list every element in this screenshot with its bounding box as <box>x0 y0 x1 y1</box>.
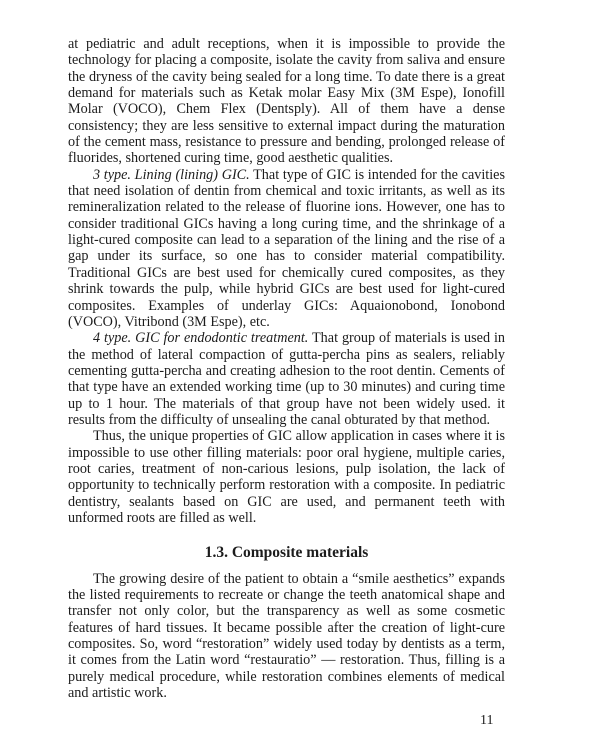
paragraph-body: That type of GIC is intended for the cavities that need isolation of dentin from chemical and toxic irritants, as well as its remineralization related to the release of fluorine ions. However, one has to consider traditional GICs having a long curing time, and the shrinkage of a light-cured composite can lead to a separation of the lining and the rise of a gap under its surface, so one has to consider material compatibility. Traditional GICs are best used for chemically cured composites, as they shrink towards the pulp, while hybrid GICs are best used for light-cured composites. Examples of underlay GICs: Aquaionobond, Ionobond (VOCO), Vitribond (3M Espe), etc. <box>68 166 505 330</box>
document-page <box>68 36 505 701</box>
section-heading: 1.3. Composite materials <box>204 544 369 562</box>
paragraph-endodontic-gic <box>68 330 505 428</box>
paragraph-body: That group of materials is used in the method of lateral compaction of gutta-percha pins as sealers, reliably cementing gutta-percha and creating adhesion to the root dentin. Cements of that type have an extended working time (up to 30 minutes) and curing time up to 1 hour. The materials of that group have not been widely used. it results from the difficulty of unsealing the canal obturated by that method. <box>68 330 505 428</box>
paragraph-lead-italic: 4 type. GIC for endodontic treatment. <box>93 330 309 347</box>
page-number: 11 <box>480 713 494 728</box>
paragraph-continuation: at pediatric and adult receptions, when it is impossible to provide the technology for placing a composite, isolate the cavity from saliva and ensure the dryness of the cavity being sealed for a long time. To date there is a great demand for materials such as Ketak molar Easy Mix (3M Espe), Ionofill Molar (VOCO), Chem Flex (Dentsply). All of them have a dense consistency; they are less sensitive to external impact during the maturation of the cement mass, resistance to pressure and bending, prolonged release of fluorides, shortened curing time, good aesthetic qualities. <box>68 36 505 167</box>
paragraph-composite-intro: The growing desire of the patient to obtain a “smile aesthetics” expands the listed requirements to recreate or change the teeth anatomical shape and transfer not only color, but the transparency as well as some cosmetic features of hard tissues. It became possible after the creation of light-cure composites. So, word “restoration” widely used today by dentists as a term, it comes from the Latin word “restauratio” — restoration. Thus, filling is a purely medical procedure, while restoration combines elements of medical and artistic work. <box>68 570 505 702</box>
paragraph-lead-italic: 3 type. Lining (lining) GIC. <box>93 166 250 183</box>
paragraph-gic-summary: Thus, the unique properties of GIC allow application in cases where it is impossible to use other filling materials: poor oral hygiene, multiple caries, root caries, treatment of non-carious lesions, pulp isolation, the lack of opportunity to technically perform restoration with a composite. In pediatric dentistry, sealants based on GIC are used, and permanent teeth with unformed roots are filled as well. <box>68 428 505 526</box>
paragraph-lining-gic <box>68 167 505 330</box>
